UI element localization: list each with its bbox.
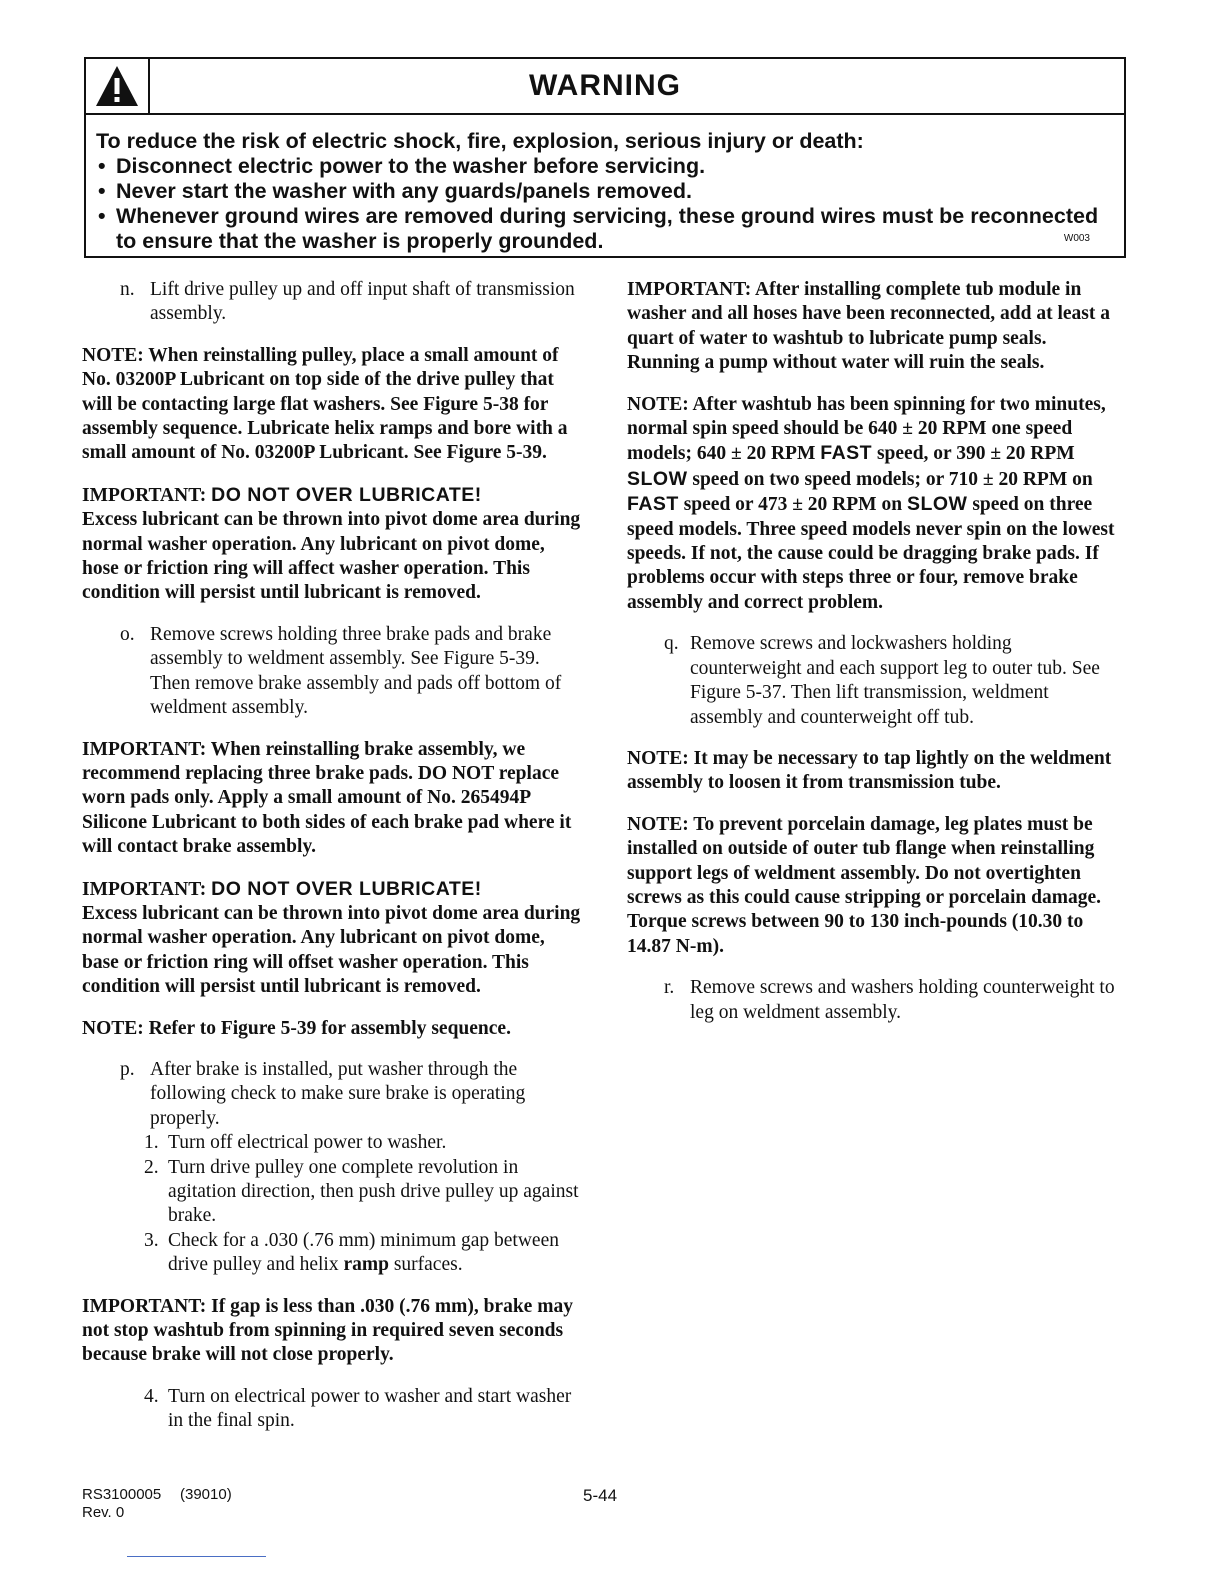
important-text: Excess lubricant can be thrown into pivot dome area during normal washer operation. Any lubricant on pivot dome, hose or friction ring will affect washer operation. This condition will persist until lubricant is removed. xyxy=(82,509,581,604)
step-n xyxy=(82,278,582,327)
note-tap-lightly: NOTE: It may be necessary to tap lightly on the weldment assembly to loosen it from transmission tube. xyxy=(627,747,1112,794)
left-column xyxy=(82,278,582,1434)
speed-emphasis: SLOW xyxy=(627,467,688,490)
footer-doc-num: (39010) xyxy=(180,1486,232,1503)
warning-bullet: • Whenever ground wires are removed during servicing, these ground wires must be reconnected to ensure that the washer is properly grounded. xyxy=(96,204,1114,254)
footer-rev: Rev. 0 xyxy=(82,1504,125,1521)
step-text: Remove screws and washers holding counterweight to leg on weldment assembly. xyxy=(690,977,1115,1023)
step-p xyxy=(82,1058,582,1131)
note-text: speed on two speed models; or 710 ± 20 RPM on xyxy=(687,468,1093,490)
substep-text: Turn drive pulley one complete revolution in agitation direction, then push drive pulley up against brake. xyxy=(168,1156,579,1227)
important-emphasis: DO NOT OVER LUBRICATE! xyxy=(211,483,482,506)
note-text: speed on three speed models. Three speed models never spin on the lowest speeds. If not, the cause could be dragging brake pads. If problems occur with steps three or four, remove brake assembly and correct problem. xyxy=(627,494,1115,613)
step-q xyxy=(627,632,1122,730)
substep-label: 4. xyxy=(144,1385,159,1407)
substep-3 xyxy=(82,1229,582,1278)
warning-code: W003 xyxy=(1063,233,1090,244)
step-text: Remove screws holding three brake pads and brake assembly to weldment assembly. See Figure 5-39. Then remove brake assembly and pads off bottom of weldment assembly. xyxy=(150,623,562,719)
warning-body xyxy=(96,129,1114,254)
step-text: Lift drive pulley up and off input shaft of transmission assembly. xyxy=(150,279,575,325)
note-text: speed or 473 ± 20 RPM on xyxy=(678,494,907,516)
warning-header xyxy=(86,59,1124,115)
step-label: p. xyxy=(120,1058,135,1080)
note-assembly-sequence: NOTE: Refer to Figure 5-39 for assembly sequence. xyxy=(82,1017,511,1039)
warning-title: WARNING xyxy=(529,69,681,102)
page-number: 5-44 xyxy=(583,1486,618,1505)
note-text: speed, or 390 ± 20 RPM xyxy=(872,443,1075,465)
important-tub-module: IMPORTANT: After installing complete tub module in washer and all hoses have been reconnected, add at least a quart of water to washtub to lubricate pump seals. Running a pump without water will ruin the seals. xyxy=(627,279,1110,374)
substep-4 xyxy=(82,1385,582,1434)
substep-label: 1. xyxy=(144,1132,159,1154)
footer-divider xyxy=(127,1556,266,1557)
substep-emphasis: ramp xyxy=(343,1254,389,1276)
note-porcelain: NOTE: To prevent porcelain damage, leg plates must be installed on outside of outer tub flange when reinstalling support legs of weldment assembly. Do not overtighten screws as this could cause stripping or porcelain damage. Torque screws between 90 to 130 inch-pounds (10.30 to 14.87 N-m). xyxy=(627,813,1101,957)
warning-intro: To reduce the risk of electric shock, fire, explosion, serious injury or death: xyxy=(96,129,864,153)
right-column xyxy=(627,278,1122,1042)
step-label: q. xyxy=(664,633,679,655)
substep-label: 2. xyxy=(144,1156,159,1178)
substep-2 xyxy=(82,1156,582,1229)
step-r xyxy=(627,976,1122,1025)
step-label: r. xyxy=(664,977,675,999)
substep-text: Turn off electrical power to washer. xyxy=(168,1132,447,1154)
important-emphasis: DO NOT OVER LUBRICATE! xyxy=(211,877,482,900)
substep-1 xyxy=(82,1131,582,1155)
substep-label: 3. xyxy=(144,1229,159,1251)
footer-doc-code: RS3100005 xyxy=(82,1486,162,1503)
important-prefix: IMPORTANT: xyxy=(82,878,212,900)
warning-bullets xyxy=(96,154,1114,254)
note-text: NOTE: After washtub has been spinning for two minutes, normal spin speed should be 640 ± 20 RPM one speed models; 640 ± 20 RPM xyxy=(627,393,1106,465)
important-gap: IMPORTANT: If gap is less than .030 (.76 mm), brake may not stop washtub from spinning in required seven seconds because brake will not close properly. xyxy=(82,1295,573,1366)
note-spin-speed xyxy=(627,393,1122,616)
substep-text: Turn on electrical power to washer and start washer in the final spin. xyxy=(168,1385,572,1432)
warning-box xyxy=(84,57,1126,258)
warning-bullet: • Never start the washer with any guards/panels removed. xyxy=(96,179,1114,204)
substep-text: Check for a .030 (.76 mm) minimum gap between drive pulley and helix xyxy=(168,1229,559,1276)
important-prefix: IMPORTANT: xyxy=(82,484,212,506)
warning-bullet: • Disconnect electric power to the washer before servicing. xyxy=(96,154,1114,179)
step-text: Remove screws and lockwashers holding counterweight and each support leg to outer tub. See Figure 5-37. Then lift transmission, weldment assembly and counterweight off tub. xyxy=(690,633,1100,728)
important-over-lubricate-2 xyxy=(82,877,582,1000)
speed-emphasis: FAST xyxy=(820,442,873,465)
speed-emphasis: FAST xyxy=(627,493,679,516)
footer-doc-info xyxy=(82,1486,232,1522)
speed-emphasis: SLOW xyxy=(906,493,968,516)
important-brake-pads: IMPORTANT: When reinstalling brake assembly, we recommend replacing three brake pads. DO NOT replace worn pads only. Apply a small amount of No. 265494P Silicone Lubricant to both sides of each brake pad where it will contact brake assembly. xyxy=(82,738,572,858)
step-label: n. xyxy=(120,279,135,300)
important-text: Excess lubricant can be thrown into pivot dome area during normal washer operation. Any lubricant on pivot dome, base or friction ring will offset washer operation. This condition will persist until lubricant is removed. xyxy=(82,902,581,998)
step-o xyxy=(82,623,582,721)
substep-text-end: surfaces. xyxy=(388,1254,463,1276)
note-lubricant: NOTE: When reinstalling pulley, place a small amount of No. 03200P Lubricant on top side of the drive pulley that will be contacting large flat washers. See Figure 5-38 for assembly sequence. Lubricate helix ramps and bore with a small amount of No. 03200P Lubricant. See Figure 5-39. xyxy=(82,344,568,464)
step-label: o. xyxy=(120,623,135,645)
important-over-lubricate-1 xyxy=(82,483,582,606)
step-text: After brake is installed, put washer through the following check to make sure brake is operating properly. xyxy=(150,1058,526,1129)
